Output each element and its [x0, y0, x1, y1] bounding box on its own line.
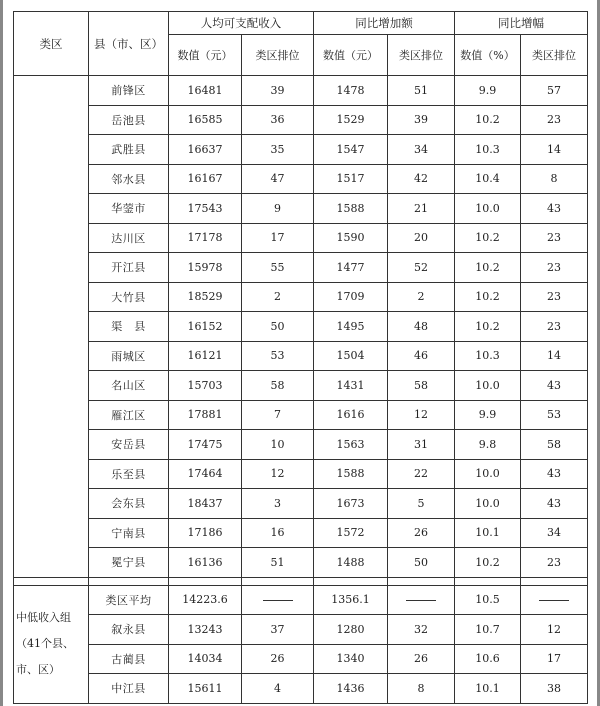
- growth-value-cell: 10.6: [455, 644, 521, 674]
- increase-rank-cell: 20: [388, 223, 455, 253]
- growth-value-cell: 10.3: [455, 135, 521, 165]
- income-value-cell: 18437: [169, 489, 242, 519]
- income-rank-cell: [242, 585, 314, 615]
- growth-rank-cell: 43: [521, 459, 588, 489]
- growth-rank-cell: 58: [521, 430, 588, 460]
- county-cell: 渠 县: [89, 312, 169, 342]
- increase-value-cell: 1477: [314, 253, 388, 283]
- increase-value-cell: 1431: [314, 371, 388, 401]
- header-category: 类区: [14, 12, 89, 76]
- increase-value-cell: 1517: [314, 164, 388, 194]
- growth-value-cell: 10.0: [455, 371, 521, 401]
- county-cell: 类区平均: [89, 585, 169, 615]
- growth-rank-cell: [521, 585, 588, 615]
- dash-mark: [539, 600, 569, 601]
- increase-value-cell: 1529: [314, 105, 388, 135]
- table-row: [14, 76, 588, 106]
- growth-rank-cell: 57: [521, 76, 588, 106]
- increase-rank-cell: 46: [388, 341, 455, 371]
- increase-value-cell: 1495: [314, 312, 388, 342]
- growth-value-cell: 9.9: [455, 76, 521, 106]
- growth-rank-cell: 38: [521, 674, 588, 704]
- table-row: [14, 223, 588, 253]
- growth-value-cell: 10.2: [455, 282, 521, 312]
- increase-rank-cell: 12: [388, 400, 455, 430]
- income-rank-cell: 2: [242, 282, 314, 312]
- county-cell: 会东县: [89, 489, 169, 519]
- income-rank-cell: 39: [242, 76, 314, 106]
- county-cell: 邻水县: [89, 164, 169, 194]
- county-cell: 宁南县: [89, 518, 169, 548]
- growth-rank-cell: 14: [521, 135, 588, 165]
- category-cell-group1: [14, 76, 89, 578]
- header-group-increase: 同比增加额: [314, 12, 455, 35]
- income-rank-cell: 58: [242, 371, 314, 401]
- table-body: [14, 76, 588, 704]
- growth-rank-cell: 23: [521, 223, 588, 253]
- dash-mark: [263, 600, 293, 601]
- income-rank-cell: 55: [242, 253, 314, 283]
- increase-rank-cell: 26: [388, 644, 455, 674]
- growth-value-cell: 10.2: [455, 105, 521, 135]
- growth-value-cell: 10.0: [455, 194, 521, 224]
- growth-value-cell: 10.2: [455, 253, 521, 283]
- increase-rank-cell: 21: [388, 194, 455, 224]
- income-rank-cell: 36: [242, 105, 314, 135]
- income-value-cell: 16481: [169, 76, 242, 106]
- table-row: [14, 135, 588, 165]
- income-rank-cell: 35: [242, 135, 314, 165]
- income-rank-cell: 10: [242, 430, 314, 460]
- county-cell: 武胜县: [89, 135, 169, 165]
- increase-value-cell: 1588: [314, 459, 388, 489]
- growth-value-cell: 10.2: [455, 223, 521, 253]
- increase-value-cell: 1436: [314, 674, 388, 704]
- growth-rank-cell: 53: [521, 400, 588, 430]
- increase-rank-cell: 32: [388, 615, 455, 645]
- growth-rank-cell: 14: [521, 341, 588, 371]
- increase-value-cell: 1572: [314, 518, 388, 548]
- county-cell: 大竹县: [89, 282, 169, 312]
- income-value-cell: 16585: [169, 105, 242, 135]
- income-rank-cell: 7: [242, 400, 314, 430]
- increase-rank-cell: 58: [388, 371, 455, 401]
- income-rank-cell: 47: [242, 164, 314, 194]
- increase-rank-cell: 8: [388, 674, 455, 704]
- income-value-cell: 16167: [169, 164, 242, 194]
- header-increase-rank: 类区排位: [388, 35, 455, 76]
- income-value-cell: 16136: [169, 548, 242, 578]
- page-border-left: [0, 0, 3, 706]
- county-cell: 中江县: [89, 674, 169, 704]
- county-cell: 叙永县: [89, 615, 169, 645]
- income-value-cell: 17881: [169, 400, 242, 430]
- income-value-cell: 17186: [169, 518, 242, 548]
- increase-rank-cell: 42: [388, 164, 455, 194]
- increase-rank-cell: 48: [388, 312, 455, 342]
- income-value-cell: 17464: [169, 459, 242, 489]
- increase-value-cell: 1488: [314, 548, 388, 578]
- growth-value-cell: 10.4: [455, 164, 521, 194]
- table-row: [14, 430, 588, 460]
- table-row: [14, 253, 588, 283]
- income-value-cell: 13243: [169, 615, 242, 645]
- income-statistics-table: [13, 11, 588, 704]
- county-cell: 开江县: [89, 253, 169, 283]
- table-row: [14, 400, 588, 430]
- income-value-cell: 15978: [169, 253, 242, 283]
- county-cell: 达川区: [89, 223, 169, 253]
- county-cell: 冕宁县: [89, 548, 169, 578]
- county-cell: 古蔺县: [89, 644, 169, 674]
- growth-value-cell: 10.2: [455, 312, 521, 342]
- increase-rank-cell: 51: [388, 76, 455, 106]
- growth-value-cell: 10.2: [455, 548, 521, 578]
- increase-value-cell: 1356.1: [314, 585, 388, 615]
- increase-rank-cell: 39: [388, 105, 455, 135]
- income-value-cell: 17475: [169, 430, 242, 460]
- increase-value-cell: 1673: [314, 489, 388, 519]
- separator-cell: [521, 577, 588, 585]
- growth-value-cell: 9.9: [455, 400, 521, 430]
- table-row: [14, 548, 588, 578]
- income-rank-cell: 50: [242, 312, 314, 342]
- growth-rank-cell: 23: [521, 282, 588, 312]
- income-value-cell: 15703: [169, 371, 242, 401]
- income-value-cell: 18529: [169, 282, 242, 312]
- header-income-value: 数值（元）: [169, 35, 242, 76]
- header-growth-value: 数值（%）: [455, 35, 521, 76]
- income-value-cell: 15611: [169, 674, 242, 704]
- income-value-cell: 17543: [169, 194, 242, 224]
- income-value-cell: 16121: [169, 341, 242, 371]
- growth-rank-cell: 43: [521, 194, 588, 224]
- table-row: [14, 489, 588, 519]
- increase-value-cell: 1547: [314, 135, 388, 165]
- income-rank-cell: 16: [242, 518, 314, 548]
- table-row: [14, 518, 588, 548]
- separator-cell: [89, 577, 169, 585]
- header-row-top: [14, 12, 588, 35]
- table-row-average: [14, 585, 588, 615]
- county-cell: 乐至县: [89, 459, 169, 489]
- increase-value-cell: 1504: [314, 341, 388, 371]
- growth-rank-cell: 34: [521, 518, 588, 548]
- growth-rank-cell: 23: [521, 312, 588, 342]
- increase-value-cell: 1709: [314, 282, 388, 312]
- income-rank-cell: 12: [242, 459, 314, 489]
- increase-value-cell: 1588: [314, 194, 388, 224]
- increase-rank-cell: 2: [388, 282, 455, 312]
- table-row: [14, 164, 588, 194]
- growth-rank-cell: 17: [521, 644, 588, 674]
- increase-value-cell: 1280: [314, 615, 388, 645]
- county-cell: 岳池县: [89, 105, 169, 135]
- increase-rank-cell: 31: [388, 430, 455, 460]
- growth-value-cell: 10.0: [455, 459, 521, 489]
- growth-value-cell: 10.7: [455, 615, 521, 645]
- group-separator-row: [14, 577, 588, 585]
- header-group-growth: 同比增幅: [455, 12, 588, 35]
- increase-rank-cell: [388, 585, 455, 615]
- increase-rank-cell: 34: [388, 135, 455, 165]
- income-rank-cell: 51: [242, 548, 314, 578]
- growth-value-cell: 10.1: [455, 674, 521, 704]
- header-county: 县（市、区）: [89, 12, 169, 76]
- income-rank-cell: 37: [242, 615, 314, 645]
- separator-cell: [169, 577, 242, 585]
- separator-cell: [314, 577, 388, 585]
- growth-rank-cell: 23: [521, 253, 588, 283]
- income-rank-cell: 26: [242, 644, 314, 674]
- growth-rank-cell: 23: [521, 105, 588, 135]
- header-income-rank: 类区排位: [242, 35, 314, 76]
- income-value-cell: 17178: [169, 223, 242, 253]
- table-row: [14, 615, 588, 645]
- increase-value-cell: 1590: [314, 223, 388, 253]
- increase-rank-cell: 50: [388, 548, 455, 578]
- table-row: [14, 341, 588, 371]
- income-rank-cell: 53: [242, 341, 314, 371]
- separator-cell: [455, 577, 521, 585]
- separator-cell: [242, 577, 314, 585]
- income-value-cell: 16637: [169, 135, 242, 165]
- county-cell: 华蓥市: [89, 194, 169, 224]
- county-cell: 名山区: [89, 371, 169, 401]
- growth-rank-cell: 43: [521, 489, 588, 519]
- header-group-income: 人均可支配收入: [169, 12, 314, 35]
- table-row: [14, 674, 588, 704]
- table-row: [14, 644, 588, 674]
- increase-value-cell: 1616: [314, 400, 388, 430]
- growth-rank-cell: 23: [521, 548, 588, 578]
- header-increase-value: 数值（元）: [314, 35, 388, 76]
- growth-rank-cell: 12: [521, 615, 588, 645]
- income-rank-cell: 17: [242, 223, 314, 253]
- income-rank-cell: 3: [242, 489, 314, 519]
- increase-rank-cell: 22: [388, 459, 455, 489]
- income-rank-cell: 4: [242, 674, 314, 704]
- income-rank-cell: 9: [242, 194, 314, 224]
- increase-value-cell: 1478: [314, 76, 388, 106]
- growth-value-cell: 9.8: [455, 430, 521, 460]
- table-row: [14, 312, 588, 342]
- increase-rank-cell: 52: [388, 253, 455, 283]
- growth-value-cell: 10.5: [455, 585, 521, 615]
- header-growth-rank: 类区排位: [521, 35, 588, 76]
- county-cell: 雨城区: [89, 341, 169, 371]
- increase-value-cell: 1563: [314, 430, 388, 460]
- table-row: [14, 371, 588, 401]
- table-row: [14, 282, 588, 312]
- increase-rank-cell: 26: [388, 518, 455, 548]
- income-value-cell: 16152: [169, 312, 242, 342]
- county-cell: 前锋区: [89, 76, 169, 106]
- increase-rank-cell: 5: [388, 489, 455, 519]
- growth-value-cell: 10.1: [455, 518, 521, 548]
- separator-cell: [388, 577, 455, 585]
- table-row: [14, 105, 588, 135]
- growth-rank-cell: 8: [521, 164, 588, 194]
- growth-rank-cell: 43: [521, 371, 588, 401]
- county-cell: 安岳县: [89, 430, 169, 460]
- separator-cell: [14, 577, 89, 585]
- increase-value-cell: 1340: [314, 644, 388, 674]
- income-value-cell: 14223.6: [169, 585, 242, 615]
- growth-value-cell: 10.0: [455, 489, 521, 519]
- income-value-cell: 14034: [169, 644, 242, 674]
- category-cell-group2: 中低收入组（41个县、市、区）: [14, 585, 89, 703]
- growth-value-cell: 10.3: [455, 341, 521, 371]
- county-cell: 雁江区: [89, 400, 169, 430]
- dash-mark: [406, 600, 436, 601]
- table-row: [14, 194, 588, 224]
- table-row: [14, 459, 588, 489]
